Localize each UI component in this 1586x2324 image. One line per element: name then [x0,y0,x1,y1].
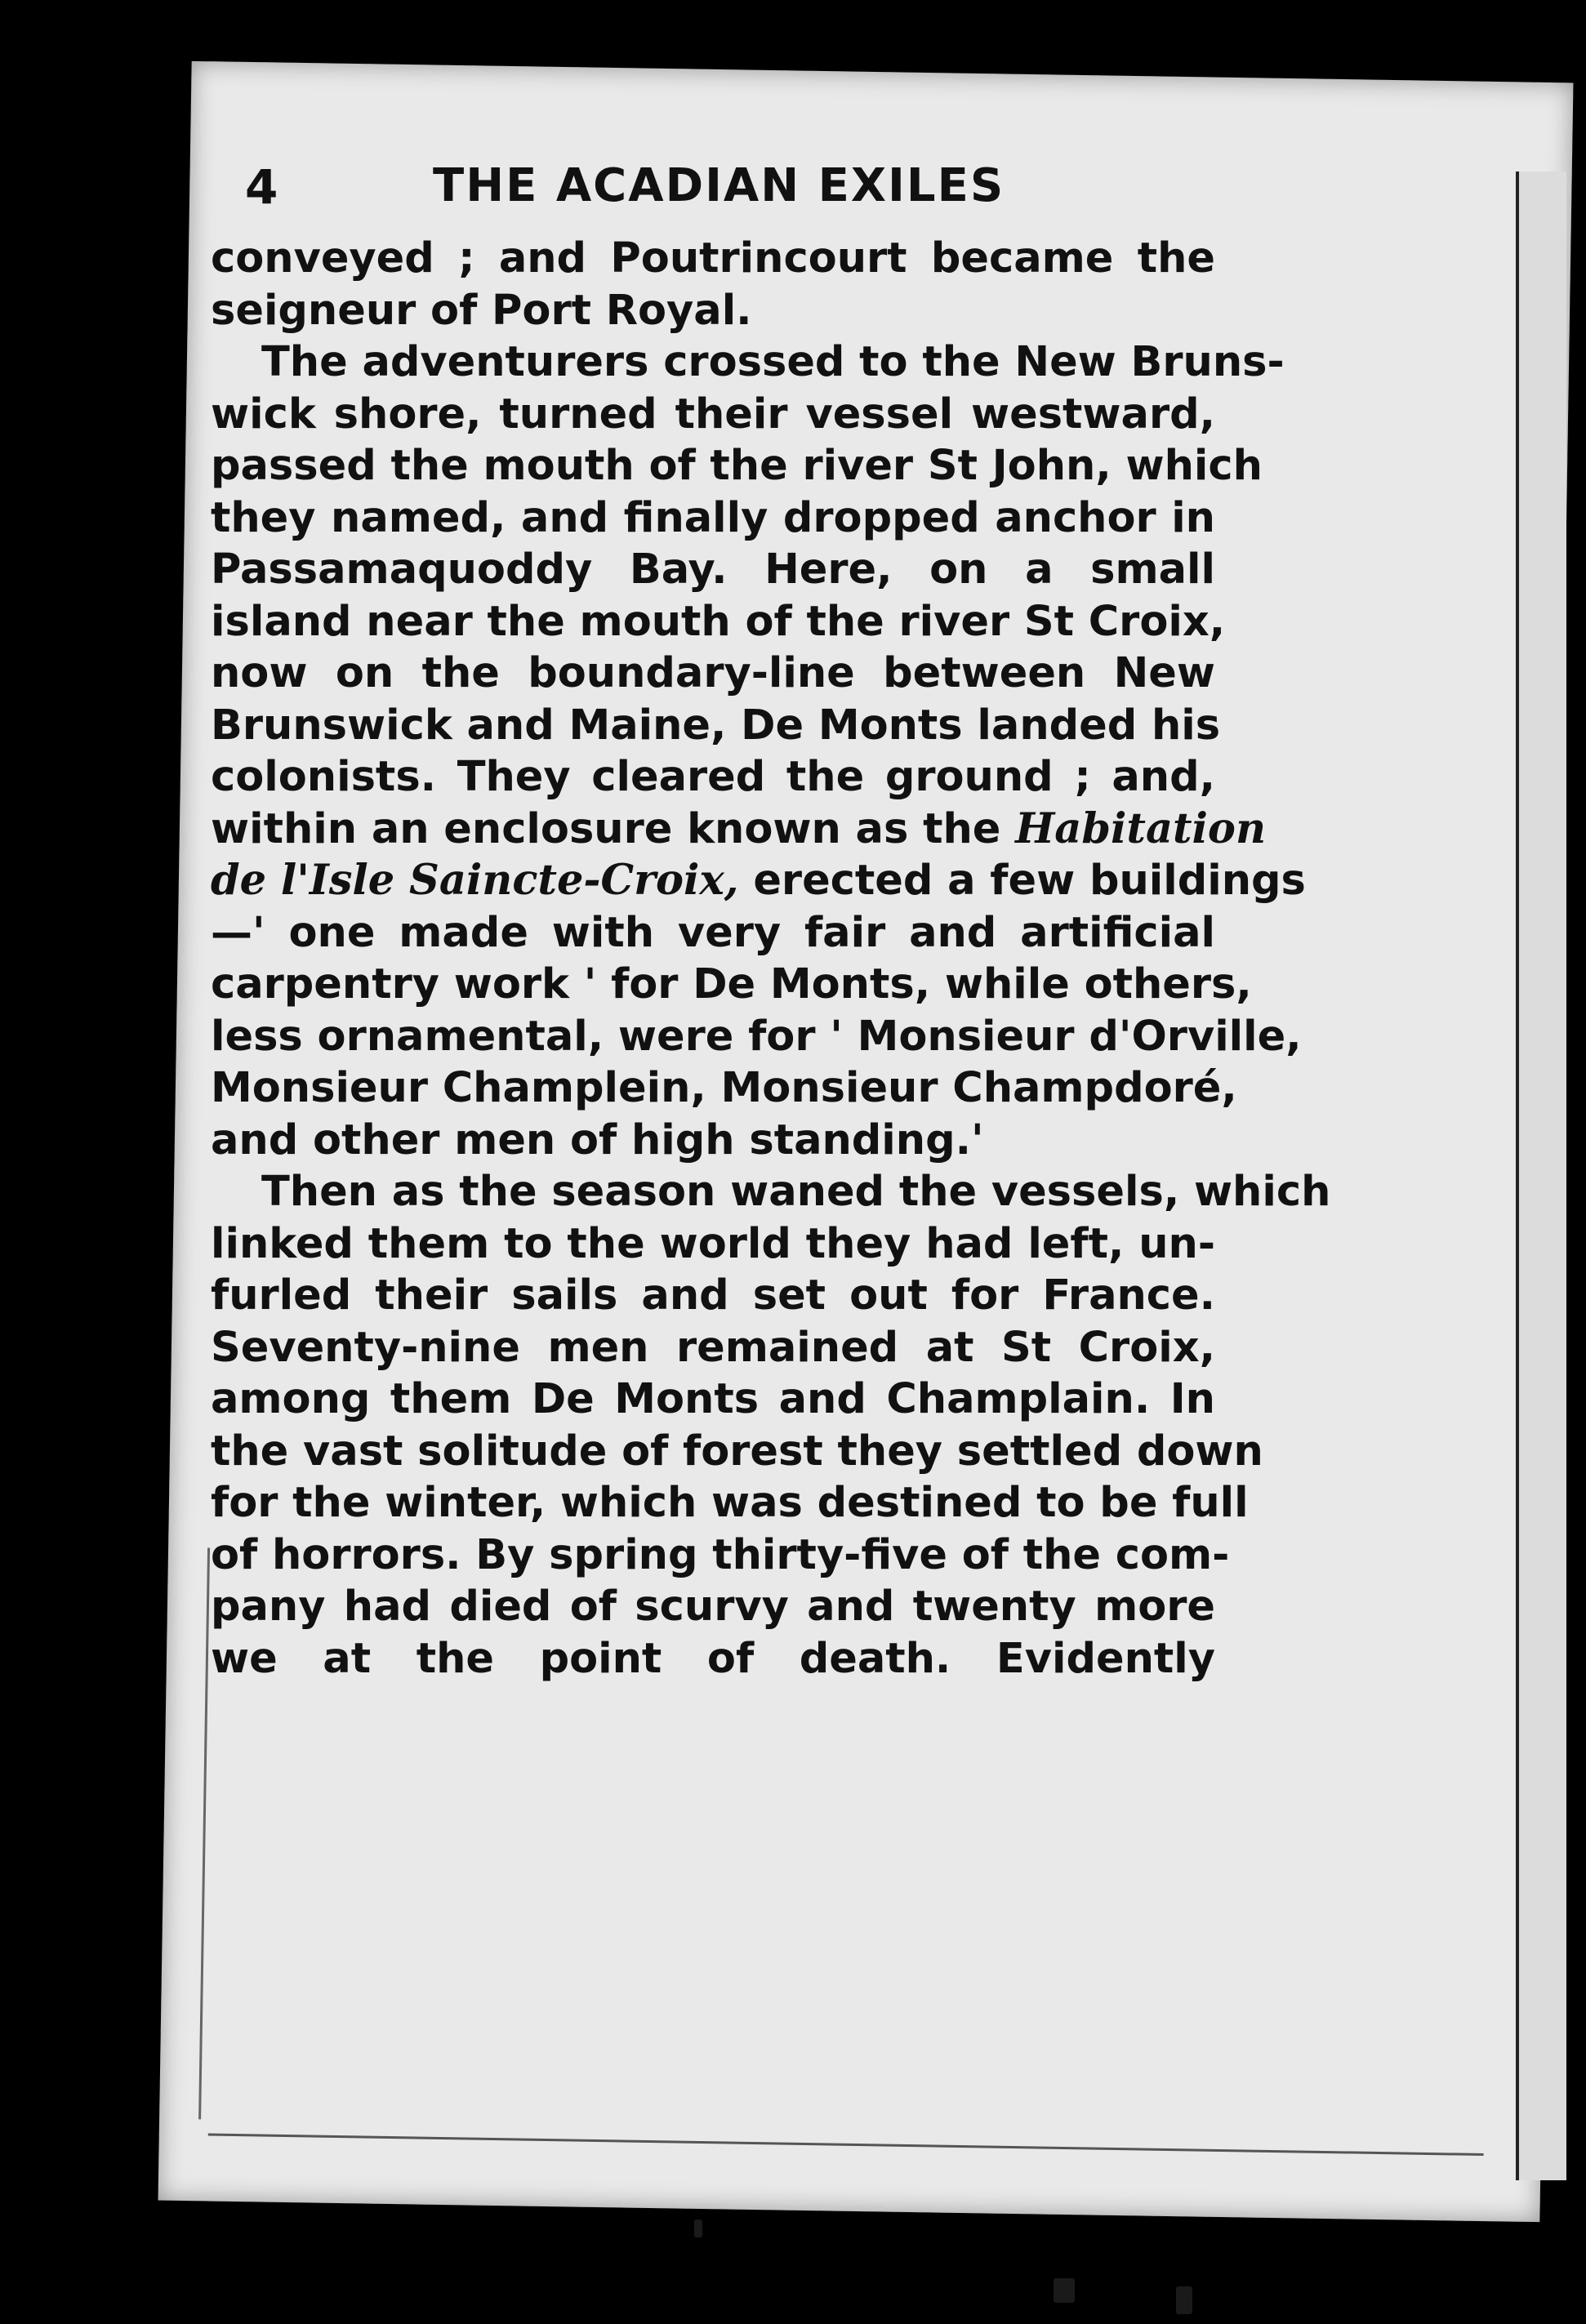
text-line: and other men of high standing.' [211,1115,984,1164]
text-line: seigneur of Port Royal. [211,286,752,335]
text-segment: erected a few buildings [738,857,1306,905]
text-line: The adventurers crossed to the New Bruns- [261,338,1285,386]
text-line: wick shore, turned their vessel westward, [211,390,1215,439]
text-line-mixed [211,855,1306,907]
text-line: of horrors. By spring thirty-five of the com- [211,1530,1230,1579]
text-line: passed the mouth of the river St John, which [211,442,1263,490]
text-line: linked them to the world they had left, un- [211,1219,1215,1268]
text-line: island near the mouth of the river St Croix, [211,597,1226,646]
italic-text-segment: de l'Isle Saincte-Croix, [211,856,739,905]
page-left-edge [198,1547,210,2119]
text-line: furled their sails and set out for France. [211,1271,1215,1320]
text-line: less ornamental, were for ' Monsieur d'Orville, [211,1012,1302,1061]
text-line: now on the boundary-line between New [211,649,1215,697]
text-line: Passamaquoddy Bay. Here, on a small [211,545,1215,594]
text-line: conveyed ; and Poutrincourt became the [211,234,1215,283]
text-line: among them De Monts and Champlain. In [211,1375,1215,1423]
text-segment: within an enclosure known as the [211,804,1016,853]
scan-speck [1176,2286,1192,2314]
text-line: colonists. They cleared the ground ; and, [211,753,1215,801]
scan-speck [1054,2278,1075,2303]
facing-page-edge [1516,171,1566,2180]
text-line: we at the point of death. Evidently [211,1634,1215,1683]
text-line: carpentry work ' for De Monts, while others, [211,960,1252,1008]
running-head: THE ACADIAN EXILES [433,159,1005,212]
italic-text-segment: Habitation [1015,804,1267,853]
scan-speck [694,2219,702,2237]
text-line: the vast solitude of forest they settled down [211,1427,1263,1476]
text-line: they named, and finally dropped anchor in [211,493,1215,542]
text-line: Brunswick and Maine, De Monts landed his [211,701,1221,750]
text-line-mixed [211,804,1267,856]
text-line: pany had died of scurvy and twenty more [211,1583,1215,1631]
text-line: Then as the season waned the vessels, which [261,1168,1331,1216]
page-header [245,159,1143,233]
text-line: —' one made with very fair and artificial [211,908,1215,957]
text-line: for the winter, which was destined to be full [211,1479,1249,1527]
body-text [211,233,1331,1685]
page-bottom-edge [208,2134,1484,2157]
page-number: 4 [245,159,278,215]
text-line: Monsieur Champlein, Monsieur Champdoré, [211,1064,1237,1112]
text-line: Seventy-nine men remained at St Croix, [211,1323,1215,1372]
